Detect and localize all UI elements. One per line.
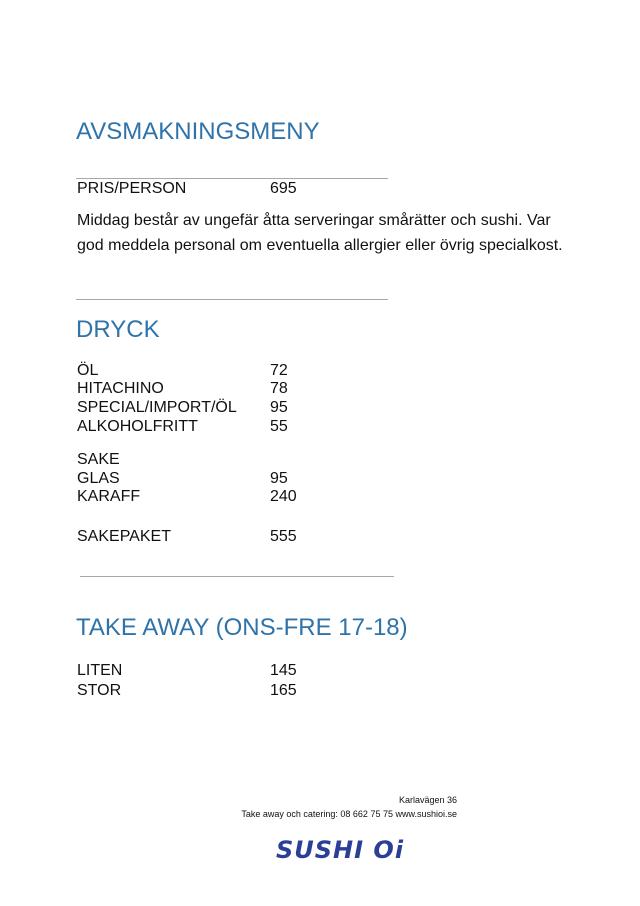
item-price: 95	[270, 470, 288, 487]
item-price: 55	[270, 418, 288, 435]
item-name: SAKEPAKET	[77, 528, 171, 545]
divider	[76, 178, 388, 179]
item-name: ALKOHOLFRITT	[77, 418, 198, 435]
footer-contact: Take away och catering: 08 662 75 75 www.sushioi.se	[241, 809, 457, 819]
menu-item	[77, 362, 288, 380]
sushi-oi-logo: SUSHI Oi	[276, 836, 405, 864]
drinks-heading: DRYCK	[76, 316, 160, 343]
item-name: LITEN	[77, 662, 123, 679]
menu-item	[77, 488, 297, 506]
footer-address: Karlavägen 36	[398, 795, 457, 805]
price-value: 695	[270, 180, 297, 197]
item-price: 240	[270, 488, 297, 505]
menu-item	[77, 682, 297, 700]
tasting-price-row	[77, 180, 297, 198]
divider	[76, 299, 388, 300]
item-price: 78	[270, 380, 288, 397]
item-price: 555	[270, 528, 297, 545]
tasting-description: Middag består av ungefär åtta serveringar smårätter och sushi. Var god meddela personal om eventuella allergier eller övrig specialkost.	[77, 212, 563, 254]
divider	[80, 576, 394, 577]
menu-item	[77, 418, 288, 436]
menu-item	[77, 470, 288, 488]
price-label: PRIS/PERSON	[77, 180, 187, 197]
item-name: ÖL	[77, 362, 99, 379]
menu-item	[77, 380, 288, 398]
item-name: SPECIAL/IMPORT/ÖL	[77, 399, 237, 416]
menu-item	[77, 662, 297, 680]
item-price: 145	[270, 662, 297, 679]
sake-label: SAKE	[77, 451, 120, 468]
item-price: 72	[270, 362, 288, 379]
item-price: 95	[270, 399, 288, 416]
menu-item	[77, 528, 297, 546]
menu-item	[77, 399, 288, 417]
takeaway-heading: TAKE AWAY (ONS-FRE 17-18)	[76, 614, 408, 641]
item-name: GLAS	[77, 470, 120, 487]
item-name: STOR	[77, 682, 122, 699]
item-name: KARAFF	[77, 488, 141, 505]
tasting-menu-heading: AVSMAKNINGSMENY	[76, 118, 320, 145]
item-price: 165	[270, 682, 297, 699]
item-name: HITACHINO	[77, 380, 164, 397]
